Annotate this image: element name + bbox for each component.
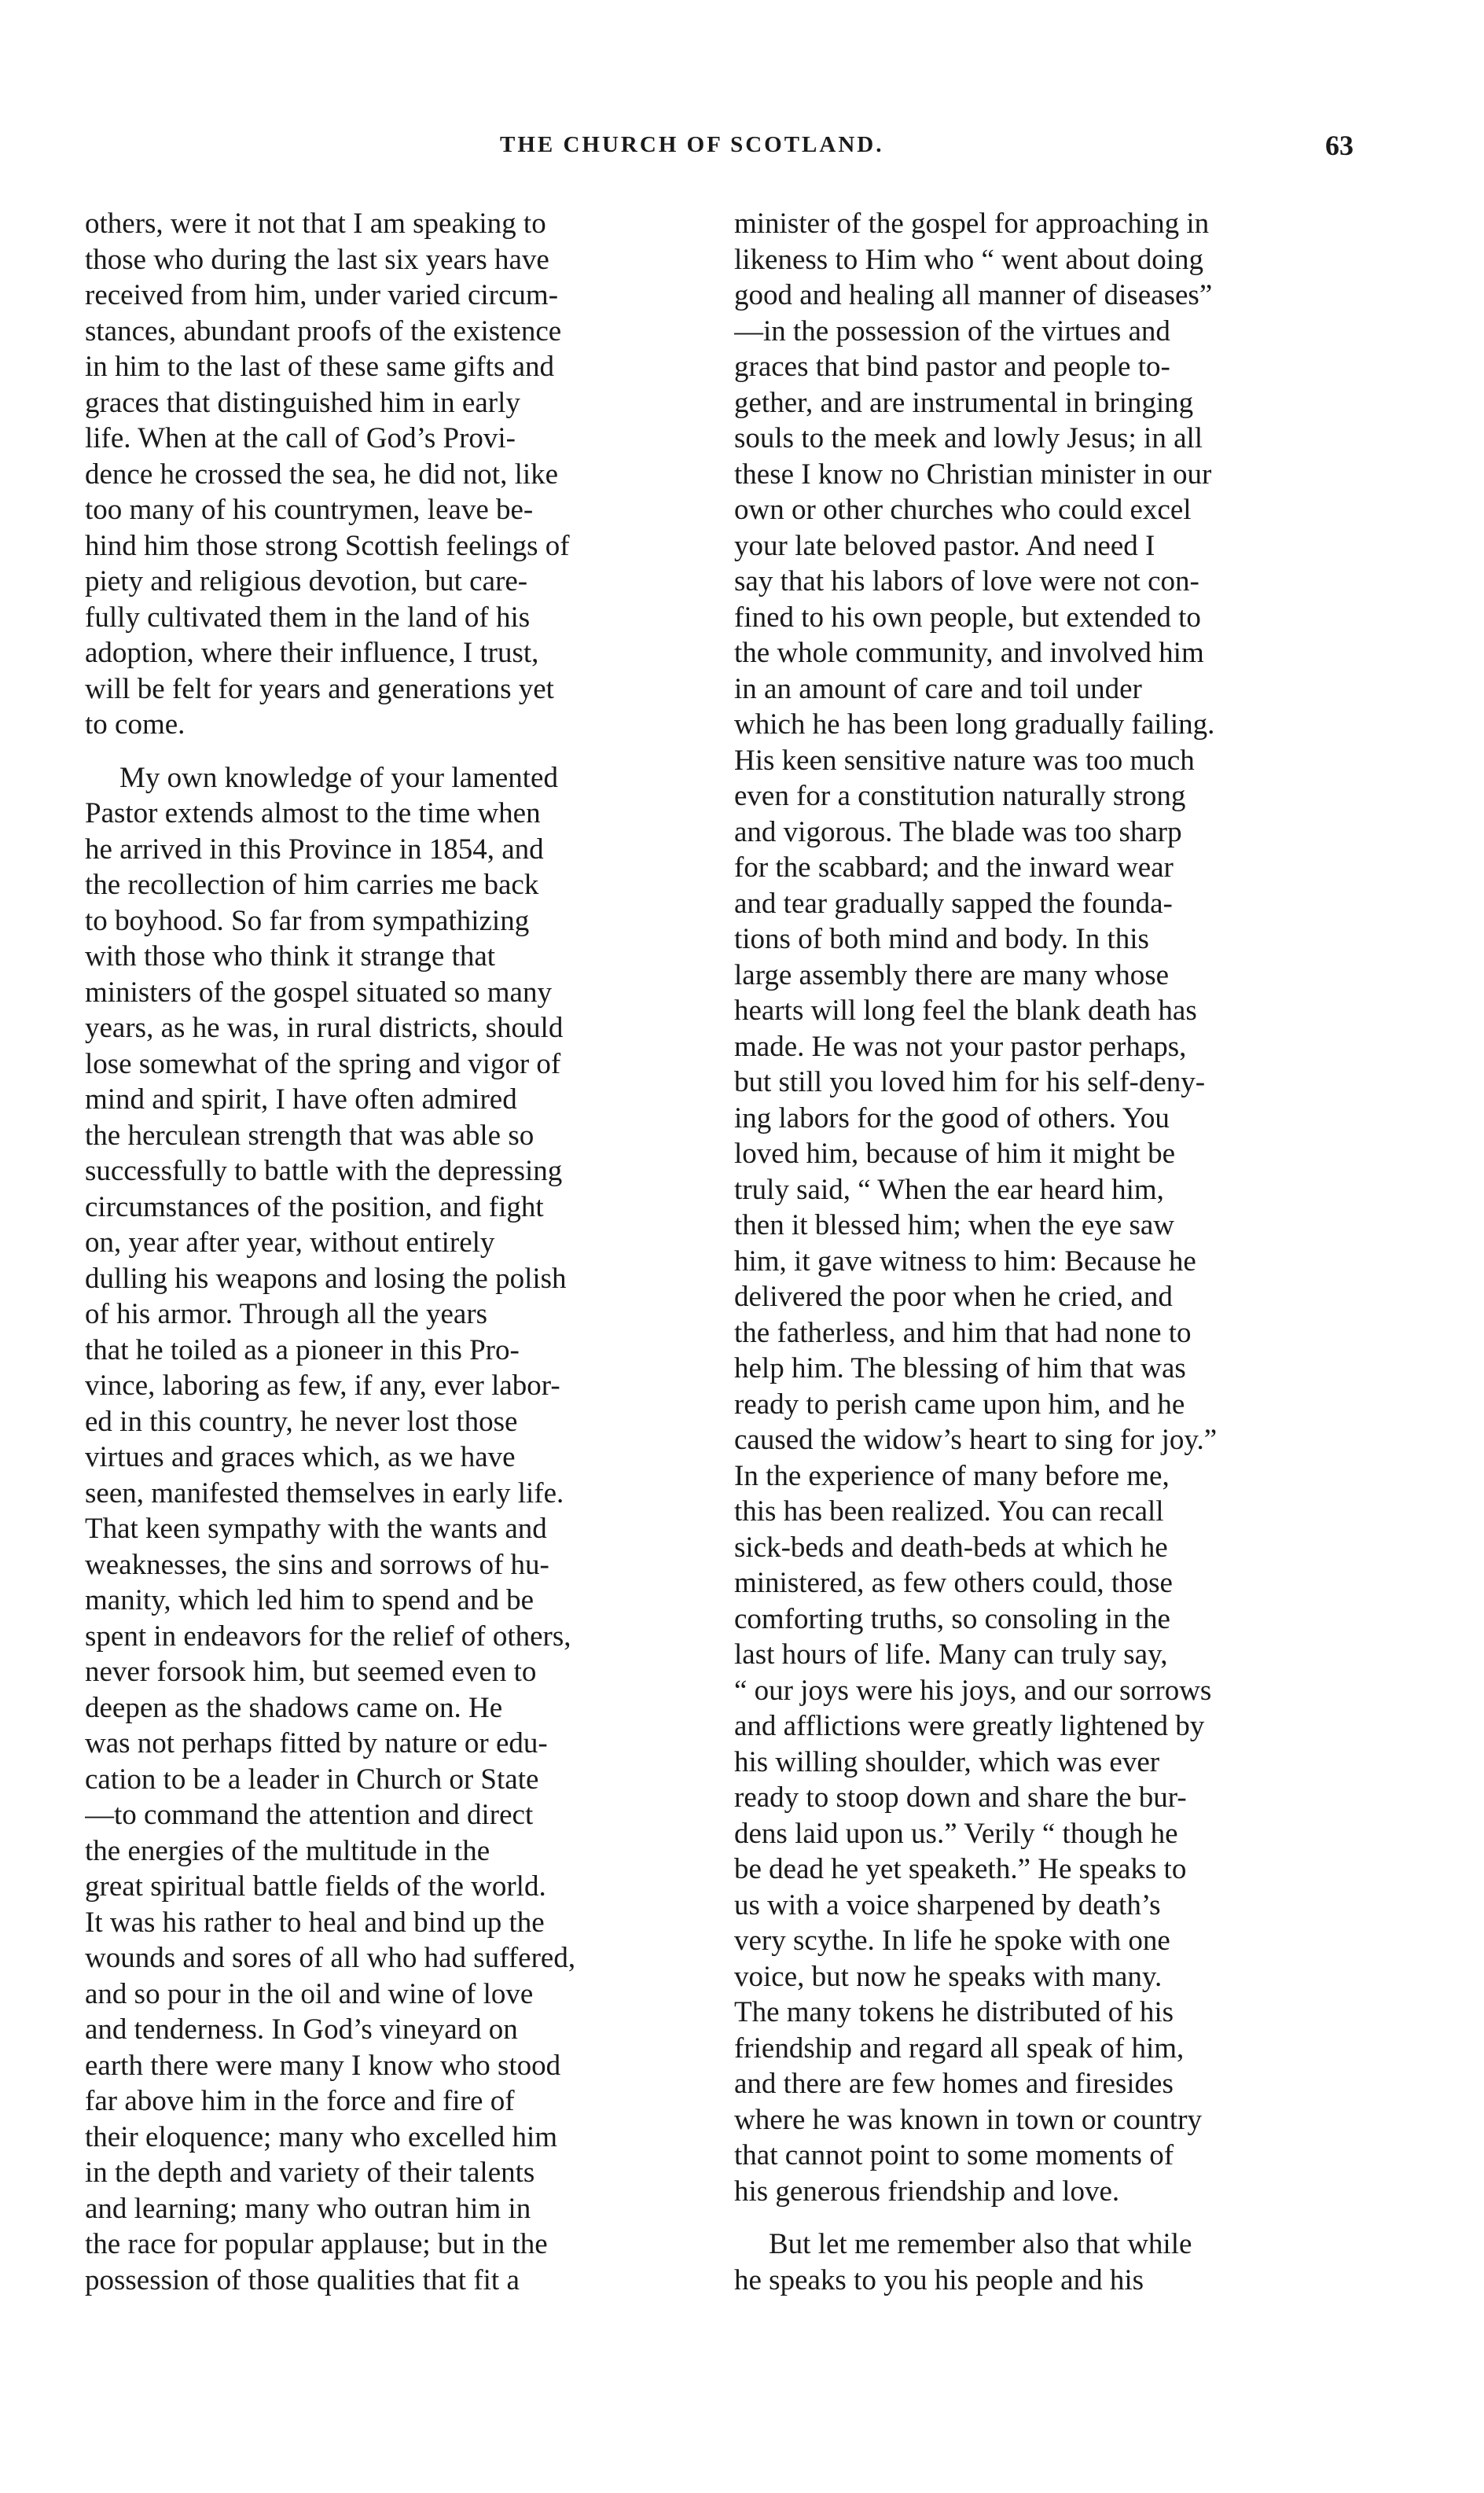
left-column xyxy=(85,206,714,2344)
left-paragraph-2: My own knowledge of your lamented Pastor extends almost to the time when he arrived in this Province in 1854, and the recollection of him carries me back to boyhood. So far from sympathizing with those who think it strange that ministers of the gospel situated so many years, as he was, in rural districts, should lose somewhat of the spring and vigor of mind and spirit, I have often admired the herculean strength that was able so successfully to battle with the depressing circumstances of the position, and fight on, year after year, without entirely dulling his weapons and losing the polish of his armor. Through all the years that he toiled as a pioneer in this Pro- vince, laboring as few, if any, ever labor- ed in this country, he never lost those virtues and graces which, as we have seen, manifested themselves in early life. That keen sympathy with the wants and weaknesses, the sins and sorrows of hu- manity, which led him to spend and be spent in endeavors for the relief of others, never forsook him, but seemed even to deepen as the shadows came on. He was not perhaps fitted by nature or edu- cation to be a leader in Church or State —to command the attention and direct the energies of the multitude in the great spiritual battle fields of the world. It was his rather to heal and bind up the wounds and sores of all who had suffered, and so pour in the oil and wine of love and tenderness. In God’s vineyard on earth there were many I know who stood far above him in the force and fire of their eloquence; many who excelled him in the depth and variety of their talents and learning; many who outran him in the race for popular applause; but in the possession of those qualities that fit a xyxy=(85,761,576,2296)
page-number: 63 xyxy=(1325,130,1354,161)
paragraph-spacer xyxy=(734,2209,1363,2226)
left-paragraph-1: others, were it not that I am speaking to those who during the last six years have received from him, under varied circum- stances, abundant proofs of the existence in him to the last of these same gifts and graces that distinguished him in early life. When at the call of God’s Provi- dence he crossed the sea, he did not, like too many of his countrymen, leave be- hind him those strong Scottish feelings of piety and religious devotion, but care- fully cultivated them in the land of his adoption, where their influence, I trust, will be felt for years and generations yet to come. xyxy=(85,208,570,741)
right-paragraph-1: minister of the gospel for approaching in likeness to Him who “ went about doing good and healing all manner of diseases” —in the possession of the virtues and graces that bind pastor and people to- gether, and are instrumental in bringing souls to the meek and lowly Jesus; in all these I know no Christian minister in our own or other churches who could excel your late beloved pastor. And need I say that his labors of love were not con- fined to his own people, but extended to the whole community, and involved him in an amount of care and toil under which he has been long gradually failing. His keen sensitive nature was too much even for a constitution naturally strong and vigorous. The blade was too sharp for the scabbard; and the inward wear and tear gradually sapped the founda- tions of both mind and body. In this large assembly there are many whose hearts will long feel the blank death has made. He was not your pastor perhaps, but still you loved him for his self-deny- ing labors for the good of others. You loved him, because of him it might be truly said, “ When the ear heard him, then it blessed him; when the eye saw him, it gave witness to him: Because he delivered the poor when he cried, and the fatherless, and him that had none to help him. The blessing of him that was ready to perish came upon him, and he caused the widow’s heart to sing for joy.” In the experience of many before me, this has been realized. You can recall sick-beds and death-beds at which he ministered, as few others could, those comforting truths, so consoling in the last hours of life. Many can truly say, “ our joys were his joys, and our sorrows and afflictions were greatly lightened by his willing shoulder, which was ever ready to stoop down and share the bur- dens laid upon us.” Verily “ though he be dead he yet speaketh.” He speaks to us with a voice sharpened by death’s very scythe. In life he spoke with one voice, but now he speaks with many. The many tokens he distributed of his friendship and regard all speak of him, and there are few homes and firesides where he was known in town or country that cannot point to some moments of his generous friendship and love. xyxy=(734,208,1218,2208)
running-title: THE CHURCH OF SCOTLAND. xyxy=(500,132,884,157)
running-header xyxy=(0,126,1484,173)
right-column xyxy=(734,206,1363,2344)
right-paragraph-2: But let me remember also that while he speaks to you his people and his xyxy=(734,2228,1192,2296)
paragraph-spacer xyxy=(85,743,714,760)
